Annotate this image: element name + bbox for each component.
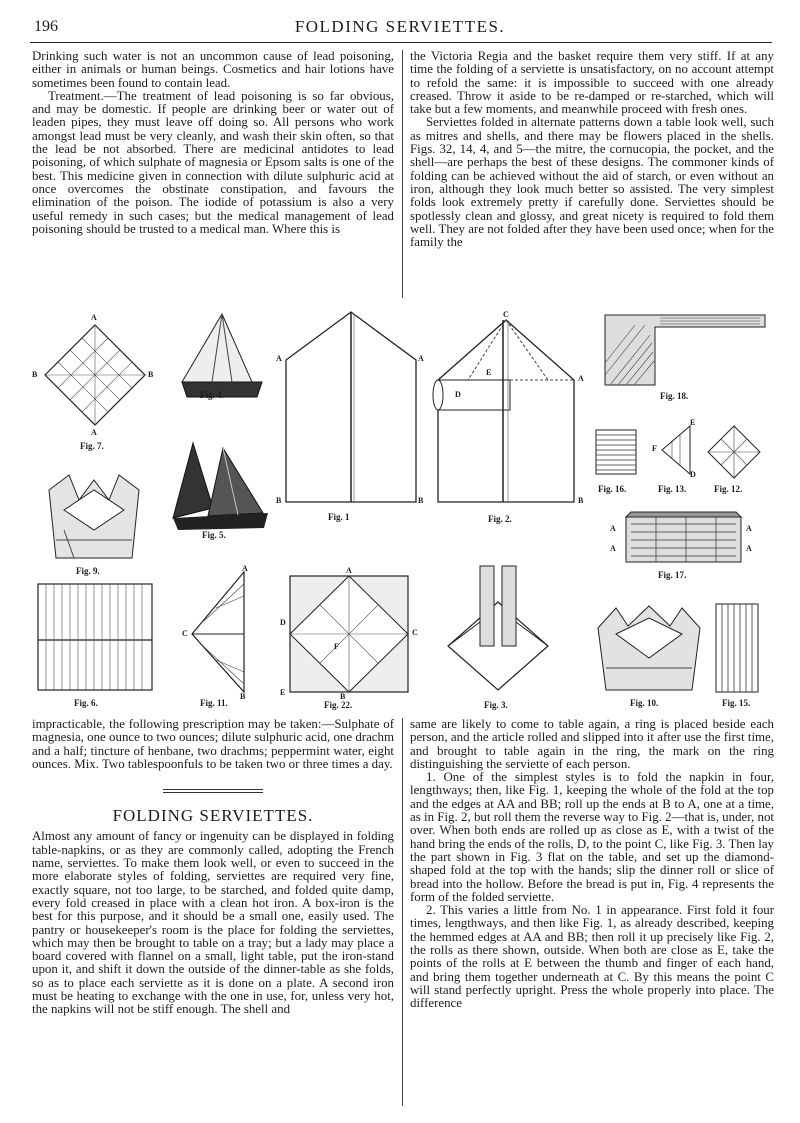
figure-17-roll <box>596 512 770 584</box>
figure-4-pocket <box>172 312 282 412</box>
fig-10-caption: Fig. 10. <box>630 698 659 708</box>
paragraph: the Victoria Regia and the basket require them very stiff. If at any time the folding of a serviette is unsatisfactory, on no account attempt to refold the same: it is impossible to succeed with one already creased. Throw it aside to be re-damped or re-starched, which will take but a few moments, and meanwhile proceed with fresh ones. <box>410 49 774 117</box>
fig-18-caption: Fig. 18. <box>660 391 689 401</box>
label-b: B <box>240 692 246 701</box>
label-c: C <box>412 628 418 637</box>
label-e: E <box>280 688 286 697</box>
figure-11-triangle <box>178 564 258 712</box>
label-a: A <box>276 354 282 363</box>
paragraph: Drinking such water is not an uncommon cause of lead poisoning, either in animals or human beings. Cosmetics and hair lotions have sometimes been found to contain lead. <box>32 49 394 90</box>
paragraph: Serviettes folded in alternate patterns down a table look well, such as mitres and shells, and there may be flowers placed in the shells. Figs. 32, 14, 4, and 5—the mitre, the cornucopia, the pocket, and the shell—are perhaps the best of these designs. The commoner kinds of folding can be achieved without the aid of starch, or even without an iron, although they look much better so assisted. The very simplest folds look extremely pretty if carefully done. Serviettes should be spotlessly clean and glossy, and great nicety is required to fold them well. They are not folded after they have been used once; when for the family the <box>410 115 774 250</box>
fig-3-caption: Fig. 3. <box>484 700 508 710</box>
section-title: FOLDING SERVIETTES. <box>112 806 314 826</box>
figure-2-rolled-napkin <box>428 310 588 530</box>
figure-18-folded-strip <box>600 315 770 405</box>
fig-5-caption: Fig. 5. <box>202 530 226 540</box>
label-b: B <box>418 496 424 505</box>
figure-22-square-diamond <box>280 566 420 712</box>
paragraph: 1. One of the simplest styles is to fold the napkin in four, lengthways; then, like Fig. 1, keeping the whole of the fold at the top and the edges at AA and BB; roll up the ends at B to A, one at a time, as in Fig. 2, but roll them the reverse way to Fig. 2—that is, under, not over. When both ends are rolled up as close as E, with a twist of the hand bring the ends of the rolls, D, to the point C, like Fig. 3. Then lay the part shown in Fig. 3 flat on the table, and set up the diamond-shaped fold at the top with the hands; slip the dinner roll or slice of bread into the hollow. Before the bread is put in, Fig. 4 represents the form of the folded serviette. <box>410 770 774 904</box>
paragraph: Almost any amount of fancy or ingenuity can be displayed in folding table-napkins, or as they are commonly called, adopting the French name, serviettes. To make them look well, or even to succeed in the more elaborate styles of folding, serviettes are required very fine, exactly square, not too large, to be starched, and folded quite damp, every fold creased in place with a clean hot iron. A box-iron is the best for this purpose, and it should be a small one, easily used. The pantry or housekeeper's room is the place for folding the serviettes, which may then be brought to table on a tray; but a lady may place a board covered with flannel on a small, light table, put the iron-stand upon it, and shift it down the outside of the dinner-table as she folds, so as to place each serviette as it is done on a plate. A second iron must be heating to exchange with the one in use, for, unless very hot, the napkins will not be stiff enough. The shell and <box>32 829 394 1017</box>
page-header <box>30 16 770 40</box>
fig-12-caption: Fig. 12. <box>714 484 743 494</box>
label-b: B <box>340 692 346 701</box>
label-f: F <box>334 642 339 651</box>
label-b: B <box>32 370 38 379</box>
label-a: A <box>578 374 584 383</box>
label-d: D <box>280 618 286 627</box>
page-number: 196 <box>34 18 58 35</box>
label-a: A <box>610 544 616 553</box>
label-a: A <box>746 544 752 553</box>
column-divider <box>402 718 403 1106</box>
figure-9-mitre <box>44 470 144 590</box>
fig-16-caption: Fig. 16. <box>598 484 627 494</box>
fig-11-caption: Fig. 11. <box>200 698 228 708</box>
label-f: F <box>652 444 657 453</box>
figure-7-diamond <box>32 313 154 455</box>
top-right-column <box>410 50 774 249</box>
figure-1-folded-napkin <box>276 310 424 528</box>
paragraph: impracticable, the following prescription may be taken:—Sulphate of magnesia, one ounce to two ounces; dilute sulphuric acid, one drachm and a half; tincture of henbane, two drachms; peppermint water, eight ounces. Mix. Two tablespoonfuls to be taken two or three times a day. <box>32 717 394 771</box>
label-d: D <box>455 390 461 399</box>
fig-17-caption: Fig. 17. <box>658 570 687 580</box>
figure-10-crown <box>594 604 704 712</box>
label-a: A <box>91 313 97 322</box>
label-c: C <box>503 310 509 319</box>
bottom-right-column <box>410 718 774 1011</box>
header-rule <box>30 42 772 43</box>
figure-16-striped-square <box>594 428 644 498</box>
figure-6-grid <box>36 582 156 712</box>
fig-13-caption: Fig. 13. <box>658 484 687 494</box>
label-c: C <box>182 629 188 638</box>
section-rule <box>163 789 263 790</box>
figure-3-rolls <box>440 562 556 712</box>
column-divider <box>402 50 403 298</box>
paragraph: Treatment.—The treatment of lead poisoning is so far obvious, and may be domestic. If people are drinking beer or water out of leaden pipes, they must leave off doing so. All persons who work amongst lead must be very cleanly, and wash their skin often, so that the lead be not absorbed. There are medicinal antidotes to lead poisoning, of which sulphate of magnesia or Epsom salts is one of the best. This medicine given in connection with dilute sulphuric acid at once overcomes the obstinate constipation, and favours the elimination of the poison. The iodide of potassium is also a very useful remedy in such cases; but the medical management of lead poisoning should be trusted to a medical man. Where this is <box>32 88 394 236</box>
paragraph: 2. This varies a little from No. 1 in appearance. First fold it four times, lengthways, and then like Fig. 1, as already described, keeping the hemmed edges at AA and BB; then roll it up precisely like Fig. 2, the rolls as there shown, outside. When both are close as E, take the points of the rolls at E between the thumb and finger of each hand, and bring them together underneath at C. By this means the point C will stand perfectly upright. Press the whole properly into place. The difference <box>410 903 774 1011</box>
label-a: A <box>418 354 424 363</box>
figure-5-shell <box>168 438 278 548</box>
fig-7-caption: Fig. 7. <box>80 441 104 451</box>
figure-12-diamond <box>706 424 766 498</box>
fig-15-caption: Fig. 15. <box>722 698 751 708</box>
label-d: D <box>690 470 696 479</box>
section-rule <box>163 792 263 793</box>
bottom-left-column <box>32 718 394 1017</box>
label-a: A <box>91 428 97 437</box>
label-b: B <box>276 496 282 505</box>
label-b: B <box>148 370 154 379</box>
fig-22-caption: Fig. 22. <box>324 700 353 710</box>
label-e: E <box>486 368 492 377</box>
label-a: A <box>746 524 752 533</box>
fig-6-caption: Fig. 6. <box>74 698 98 708</box>
fig-2-caption: Fig. 2. <box>488 514 512 524</box>
label-e: E <box>690 418 696 427</box>
fig-9-caption: Fig. 9. <box>76 566 100 576</box>
fig-4-caption: Fig. 4. <box>200 390 224 400</box>
running-head: FOLDING SERVIETTES. <box>294 17 506 36</box>
label-b: B <box>578 496 584 505</box>
fig-1-caption: Fig. 1 <box>328 512 350 522</box>
label-a: A <box>242 564 248 573</box>
figure-13-triangle <box>652 418 702 498</box>
top-left-column <box>32 50 394 236</box>
label-a: A <box>610 524 616 533</box>
label-a: A <box>346 566 352 575</box>
paragraph: same are likely to come to table again, a ring is placed beside each person, and the article rolled and slipped into it after use the first time, and brought to table again in the ring, the mark on the ring distinguishing the serviette of each person. <box>410 717 774 771</box>
figure-15-striped-strip <box>712 602 768 712</box>
